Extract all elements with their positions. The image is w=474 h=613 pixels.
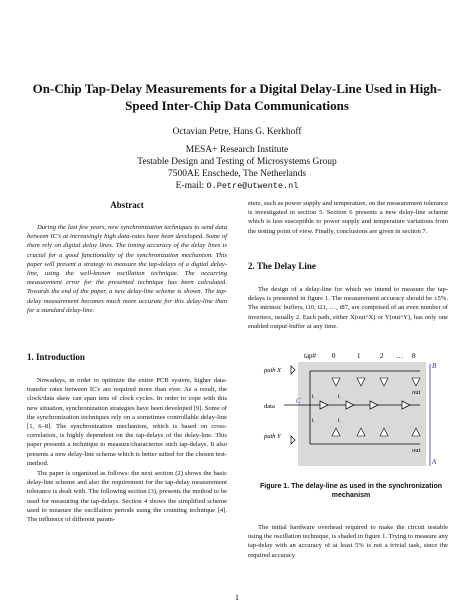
email-address[interactable]: O.Petre@utwente.nl [206,181,299,191]
delay-line-paragraph: The design of a delay-line for which we intend to measure the tap-delays is presented in figure 1. The measurement accuracy should be ±5%. The intrinsic buffers, t10, t21, …, t87, are comprised of an even number of inverters, usually 2. Each path, either X(out^X) or Y(out^Y), has only one enabled output-buffer at any time. [248,286,448,330]
email-line [20,180,454,192]
intro-paragraph-1: Nowadays, in order to optimize the entire PCB system, higher data-transfer rates between IC's are required more than ever. As a result, the clock/data skew can span tens of clock cycles. In order to cope with this new situation, synchronization strategies have been developed [9]. Some of the synchronization techniques rely on a sometimes controllable delay-line [1, 6–8]. The synchronization mechanism, which is based on cross-correlation, is highly dependent on the tap-delays of the delay-line. This paper presents a technique to measure/characterize such tap-delays. It also presents a new delay-line scheme which is better suited for the chosen test-method. [27,377,227,467]
author-block [20,126,454,192]
fig-label-b: B [432,362,437,370]
fig-path-x: path X [264,367,282,374]
fig-mux-x-icon [291,366,295,374]
delay-line-paragraph-2: The initial hardware overhead required to make the circuit testable using the oscillation technique, is shaded in figure 1. Trying to measure any tap-delay with an accuracy of at least 5% is not a trivial task, since the required accuracy [248,524,448,559]
page-number: 1 [235,593,239,602]
delay-line-text-2 [248,523,448,560]
fig-tap-0: 0 [332,352,336,360]
affiliation-line-1: MESA+ Research Institute [185,145,289,155]
email-label: E-mail: [175,181,205,191]
figure-caption: Figure 1. The delay-line as used in the synchronization mechanism [259,483,443,499]
paper-title: On-Chip Tap-Delay Measurements for a Digital Delay-Line Used in High-Speed Inter-Chip Data Communications [32,81,442,113]
abstract-text [27,223,227,315]
delay-line-heading: 2. The Delay Line [248,261,316,271]
fig-tap-1: 1 [357,352,361,360]
intro-heading: 1. Introduction [27,352,85,362]
delay-line-figure [262,346,442,473]
abstract-paragraph: During the last few years, new synchronization techniques to send data between IC's at increasingly high data-rates have been developed. Some of them rely on digital delay lines. The timing accuracy of the delay lines is crucial for a good functionality of the synchronization mechanism. This paper will present a strategy to measure the tap-delays of a digital delay-line, using the well-known oscillation technique. The occurring measurement error for the presented technique has been calculated. Towards the end of the paper, a new delay-line scheme is shown. The tap-delay measurement becomes much more accurate for this delay-line than for a standard delay-line. [27,224,227,314]
fig-tap-label: tap# [304,352,317,360]
fig-out-y: out [412,447,421,454]
fig-tap-2: 2 [380,352,384,360]
affiliation-line-2: Testable Design and Testing of Microsystems Group [137,157,337,167]
intro-paragraph-2: The paper is organized as follows: the next section (2) shows the basic delay-line scheme and also the requirement for the tap-delay measurement tolerance is dealt with. The following section (3), presents the method to be used for measuring the tap-delays. Section 4 shows the simplified scheme used to measure the oscillation periods using the counting technique [4]. The influence of different param- [27,470,227,524]
continuation-paragraph: eters, such as power supply and temperature, on the measurement tolerance is investigated in section 5. Section 6 presents a new delay-line scheme which is less susceptible to power supply and temperature variations from the testing point of view. Finally, conclusions are given in section 7. [248,200,448,235]
fig-tap-8: 8 [412,352,416,360]
fig-label-c: C [296,397,301,405]
fig-data-in: data [264,403,275,410]
right-column-continuation [248,199,448,236]
fig-buffer-label-1: t [312,394,314,400]
authors: Octavian Petre, Hans G. Kerkhoff [172,127,302,137]
fig-buffer-label-4: t [338,418,340,424]
figure-shaded-region [298,362,426,466]
intro-text [27,376,227,524]
fig-tap-ellipsis: … [396,352,403,360]
fig-label-a: A [432,458,437,466]
fig-buffer-label-2: t [338,394,340,400]
fig-out-x: out [412,389,421,396]
fig-path-y: path Y [264,433,281,440]
fig-mux-y-icon [291,436,295,444]
affiliation-line-3: 7500AE Enschede, The Netherlands [167,169,307,179]
delay-line-text [248,285,448,331]
abstract-heading: Abstract [110,200,144,210]
fig-buffer-label-3: t [312,418,314,424]
